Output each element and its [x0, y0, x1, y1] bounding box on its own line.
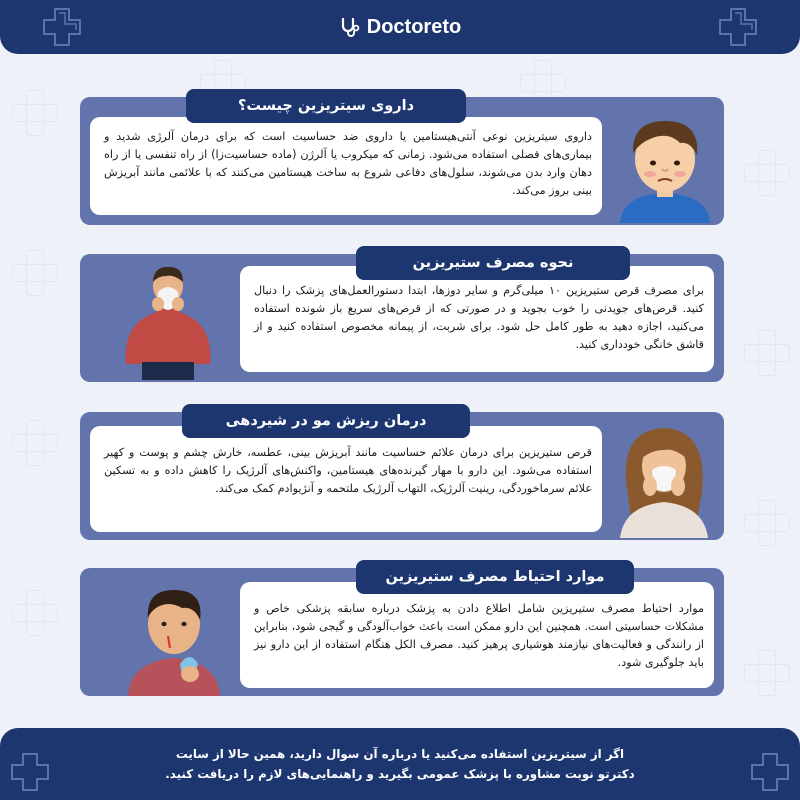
section-what-is-cetirizine	[80, 97, 724, 225]
section-body-text: برای مصرف قرص ستیریزین ۱۰ میلی‌گرم و سایر دوزها، ابتدا دستورالعمل‌های پزشک را دنبال کنید. قرص‌های جویدنی را خوب بجوید و در صورتی که از قرص‌های سریع باز شونده استفاده می‌کنید، اجازه دهید به طور کامل حل شود. برای شربت، از پیمانه مخصوص استفاده کنید و از قاشق خانگی خودداری کنید.	[254, 284, 704, 351]
brand-name: Doctoreto	[366, 15, 462, 38]
section-body-card	[240, 266, 714, 372]
background-plus-decor	[744, 500, 788, 544]
section-body-card	[240, 582, 714, 688]
man-sneezing-illustration	[108, 264, 228, 382]
section-body-card	[90, 426, 602, 532]
footer-bar	[0, 728, 800, 800]
medical-cross-decor-icon	[748, 750, 792, 794]
header-bar	[0, 0, 800, 54]
section-precautions	[80, 568, 724, 696]
background-plus-decor	[12, 590, 56, 634]
section-body-text: موارد احتیاط مصرف ستیریزین شامل اطلاع دادن به پزشک درباره سابقه پزشکی خاص و مشکلات حساسیتی است. همچنین این دارو ممکن است باعث خواب‌آلودگی و گیجی شود، بنابراین از رانندگی و فعالیت‌های نیازمند هوشیاری پرهیز کنید. مصرف الکل هنگام استفاده از این دارو نیز باید جلوگیری شود.	[254, 602, 704, 669]
section-title: نحوه مصرف ستیریزین	[356, 246, 630, 280]
section-body-card	[90, 117, 602, 215]
section-title: داروی سیتریزین چیست؟	[186, 89, 466, 123]
background-plus-decor	[744, 150, 788, 194]
footer-cta-line-2: دکترتو نوبت مشاوره با پزشک عمومی بگیرید و راهنمایی‌های لازم را دریافت کنید.	[165, 767, 635, 781]
brand-logo[interactable]	[339, 16, 461, 39]
footer-cta-line-1: اگر از سیتریزین استفاده می‌کنید یا درباره آن سوال دارید، همین حالا از سایت	[175, 747, 625, 761]
background-plus-decor	[12, 250, 56, 294]
medical-cross-decor-icon	[716, 5, 760, 49]
section-body-text: داروی سیتریزین نوعی آنتی‌هیستامین یا داروی ضد حساسیت است که برای درمان آلرژی شدید و بیماری‌های فصلی استفاده می‌شود. زمانی که میکروب یا آلرژن (ماده حساسیت‌زا) از راه تنفسی یا از راه دهان وارد بدن می‌شوند، سلول‌های دفاعی شروع به ساخت هیستامین می‌کنند که با علائمی مانند آبریزش بینی بروز می‌کند.	[104, 130, 592, 197]
section-title: موارد احتیاط مصرف ستیریزین	[356, 560, 634, 594]
boy-nosebleed-illustration	[120, 578, 228, 696]
background-plus-decor	[12, 420, 56, 464]
background-plus-decor	[12, 90, 56, 134]
section-how-to-use	[80, 254, 724, 382]
woman-tissue-illustration	[610, 422, 718, 538]
doctoreto-logo-icon	[339, 16, 361, 38]
medical-cross-decor-icon	[8, 750, 52, 794]
medical-cross-decor-icon	[40, 5, 84, 49]
background-plus-decor	[744, 650, 788, 694]
section-treatment	[80, 412, 724, 540]
section-body-text: قرص ستیریزین برای درمان علائم حساسیت مانند آبریزش بینی، عطسه، خارش چشم و پوست و کهیر استفاده می‌شود. این دارو با مهار گیرنده‌های هیستامین، واکنش‌های آلرژیک را کاهش داده و به تسکین علائم سرماخوردگی، رینیت آلرژیک، التهاب آلرژیک ملتحمه و آنژیوادم کمک می‌کند.	[104, 446, 592, 495]
sick-boy-illustration	[610, 103, 720, 223]
background-plus-decor	[744, 330, 788, 374]
section-title: درمان ریزش مو در شیردهی	[182, 404, 470, 438]
